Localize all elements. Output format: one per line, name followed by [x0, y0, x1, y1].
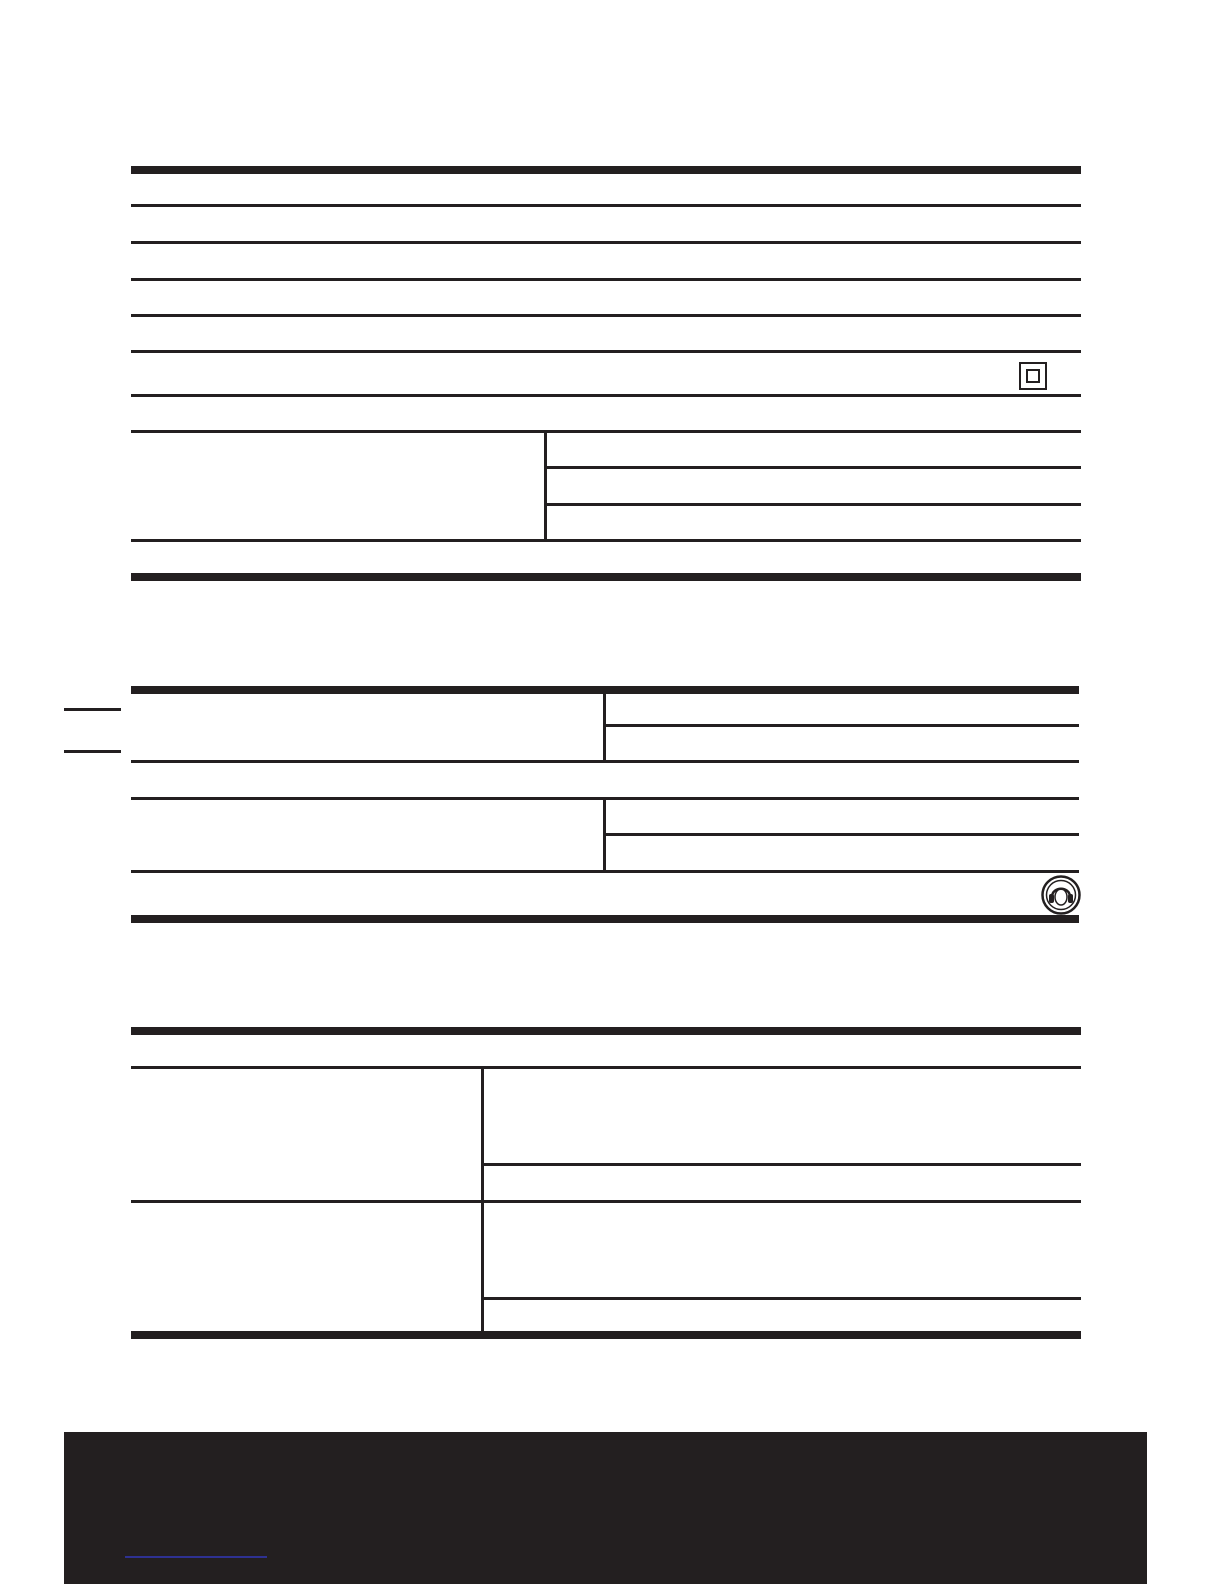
table1-top-border	[131, 166, 1081, 174]
table1-row-divider	[131, 350, 1081, 353]
margin-marker	[64, 708, 121, 711]
table3-row-divider	[131, 1200, 1081, 1203]
margin-marker	[64, 750, 121, 753]
table1-row-divider	[131, 394, 1081, 397]
double-square-icon	[1019, 362, 1047, 390]
table1-column-divider	[544, 430, 547, 542]
table3-subrow-divider	[481, 1297, 1081, 1300]
table1-row-divider	[131, 430, 1081, 433]
table1-row-divider	[131, 204, 1081, 207]
table1-row-divider	[131, 278, 1081, 281]
table3-bottom-border	[131, 1331, 1081, 1339]
footer-link[interactable]	[125, 1556, 267, 1558]
table3-subrow-divider	[481, 1163, 1081, 1166]
table1-subrow-divider	[544, 466, 1081, 469]
table2-bottom-border	[131, 915, 1079, 923]
table3-top-border	[131, 1027, 1081, 1035]
table2-row-divider	[131, 760, 1079, 763]
footer-bar	[64, 1432, 1147, 1584]
table2-row-divider	[131, 870, 1079, 873]
ear-protection-icon	[1041, 875, 1081, 915]
table2-subrow-divider	[603, 724, 1079, 727]
table1-row-divider	[131, 241, 1081, 244]
table2-subrow-divider	[603, 833, 1079, 836]
table1-row-divider	[131, 539, 1081, 542]
table3-row-divider	[131, 1066, 1081, 1069]
table1-subrow-divider	[544, 503, 1081, 506]
table1-row-divider	[131, 314, 1081, 317]
table1-bottom-border	[131, 573, 1081, 581]
